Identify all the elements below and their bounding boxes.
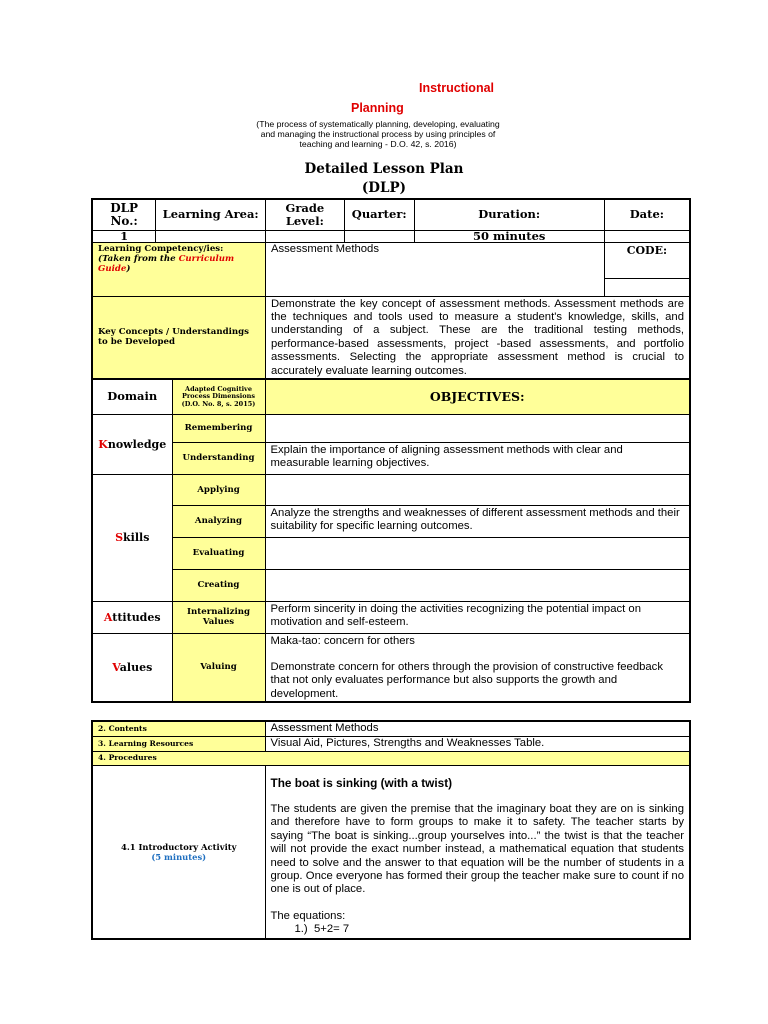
objective-valuing-detail: Demonstrate concern for others through the provision of constructive feedback that not only evaluates performance but also supports the growth and development. bbox=[270, 660, 663, 700]
procedure-table bbox=[91, 720, 691, 940]
key-concepts-value: Demonstrate the key concept of assessment methods. Assessment methods are the techniques and tools used to measure a student's knowledge, skills, and understanding of a subject. These are the traditional testing methods, performance-based assessments, project -based assessments, and portfolio assessments. Selecting the appropriate assessment method is crucial to accurately evaluate learning outcomes. bbox=[265, 296, 690, 379]
intro-activity-cell bbox=[92, 765, 265, 939]
process-analyzing: Analyzing bbox=[172, 505, 265, 537]
key-concepts-label: Key Concepts / Understandings to be Developed bbox=[92, 296, 265, 379]
dlp-no-value: 1 bbox=[92, 230, 156, 242]
attitudes-initial: A bbox=[103, 610, 113, 624]
grade-level-label: Grade Level: bbox=[265, 199, 344, 230]
learning-area-value bbox=[156, 230, 266, 242]
objectives-table bbox=[91, 378, 691, 703]
curriculum-guide-link: Curriculum Guide bbox=[98, 253, 235, 274]
knowledge-rest: nowledge bbox=[107, 437, 167, 451]
objective-valuing bbox=[265, 633, 690, 702]
intro-activity-label: 4.1 Introductory Activity bbox=[121, 841, 237, 852]
domain-attitudes bbox=[92, 601, 172, 633]
date-value bbox=[604, 230, 690, 242]
dlp-header-table bbox=[91, 198, 691, 380]
domain-knowledge bbox=[92, 414, 172, 474]
duration-label: Duration: bbox=[414, 199, 604, 230]
competency-label: Learning Competency/ies: bbox=[98, 243, 224, 254]
objective-analyzing: Analyze the strengths and weaknesses of different assessment methods and their suitability for specific learning outcomes. bbox=[265, 505, 690, 537]
page-title bbox=[250, 160, 518, 198]
skills-initial: S bbox=[115, 531, 124, 544]
competency-label-cell bbox=[92, 242, 265, 296]
date-label: Date: bbox=[604, 199, 690, 230]
domain-skills bbox=[92, 474, 172, 601]
equation-text: 5+2= 7 bbox=[313, 923, 350, 936]
equations-label: The equations: bbox=[270, 909, 346, 922]
domain-label: Domain bbox=[92, 379, 172, 414]
activity-body: The students are given the premise that the imaginary boat they are on is sinking and therefore have to form groups to make it to safety. The teacher starts by saying “The boat is sinking...group yourselves into...” the twist is that the teacher will not provide the exact number instead, a mathematical equation that students need to solve and the answer to that equation will be the number of students in a group. Once everyone has formed their group the teacher make sure to count if no one is out of place. bbox=[270, 802, 684, 896]
code-label: CODE: bbox=[604, 242, 690, 278]
process-evaluating: Evaluating bbox=[172, 537, 265, 569]
objective-applying bbox=[265, 474, 690, 505]
intro-activity-time: (5 minutes) bbox=[151, 851, 207, 862]
process-remembering: Remembering bbox=[172, 414, 265, 442]
objective-creating bbox=[265, 569, 690, 601]
competency-source-pre: (Taken from the bbox=[98, 253, 179, 264]
attitudes-rest: ttitudes bbox=[112, 610, 161, 624]
heading-description: (The process of systematically planning, developing, evaluating and managing the instructional process by using principles of teaching and learning - D.O. 42, s. 2016) bbox=[256, 119, 500, 149]
contents-value: Assessment Methods bbox=[265, 721, 690, 736]
equation-item bbox=[271, 923, 685, 936]
competency-value: Assessment Methods bbox=[265, 242, 604, 296]
duration-value: 50 minutes bbox=[414, 230, 604, 242]
procedures-label: 4. Procedures bbox=[92, 751, 690, 765]
quarter-label: Quarter: bbox=[344, 199, 414, 230]
page-title-line2: (DLP) bbox=[361, 180, 407, 196]
objectives-label: OBJECTIVES: bbox=[265, 379, 690, 414]
grade-level-value bbox=[265, 230, 344, 242]
values-rest: alues bbox=[119, 660, 153, 674]
domain-values bbox=[92, 633, 172, 702]
contents-label: 2. Contents bbox=[92, 721, 265, 736]
heading-instructional: Instructional bbox=[419, 81, 495, 95]
activity-title: The boat is sinking (with a twist) bbox=[270, 775, 453, 790]
values-initial: V bbox=[112, 660, 120, 674]
quarter-value bbox=[344, 230, 414, 242]
process-applying: Applying bbox=[172, 474, 265, 505]
process-creating: Creating bbox=[172, 569, 265, 601]
objective-internalizing: Perform sincerity in doing the activities recognizing the potential impact on motivation and self-esteem. bbox=[265, 601, 690, 633]
skills-rest: kills bbox=[123, 531, 150, 544]
resources-label: 3. Learning Resources bbox=[92, 736, 265, 751]
competency-source-post: ) bbox=[126, 263, 131, 274]
process-understanding: Understanding bbox=[172, 442, 265, 474]
competency-source bbox=[98, 254, 260, 274]
objective-remembering bbox=[265, 414, 690, 442]
objective-understanding: Explain the importance of aligning assessment methods with clear and measurable learning objectives. bbox=[265, 442, 690, 474]
heading-planning: Planning bbox=[351, 101, 404, 115]
knowledge-initial: K bbox=[98, 437, 108, 451]
learning-area-label: Learning Area: bbox=[156, 199, 266, 230]
page-title-line1: Detailed Lesson Plan bbox=[304, 161, 464, 177]
code-value bbox=[604, 278, 690, 296]
dlp-no-label: DLP No.: bbox=[92, 199, 156, 230]
objective-valuing-theme: Maka-tao: concern for others bbox=[270, 634, 415, 647]
intro-activity-content bbox=[265, 765, 690, 939]
process-internalizing: Internalizing Values bbox=[172, 601, 265, 633]
objective-evaluating bbox=[265, 537, 690, 569]
process-valuing: Valuing bbox=[172, 633, 265, 702]
resources-value: Visual Aid, Pictures, Strengths and Weaknesses Table. bbox=[265, 736, 690, 751]
equation-number: 1.) bbox=[294, 923, 308, 936]
process-dimension-label: Adapted Cognitive Process Dimensions (D.O. No. 8, s. 2015) bbox=[172, 379, 265, 414]
